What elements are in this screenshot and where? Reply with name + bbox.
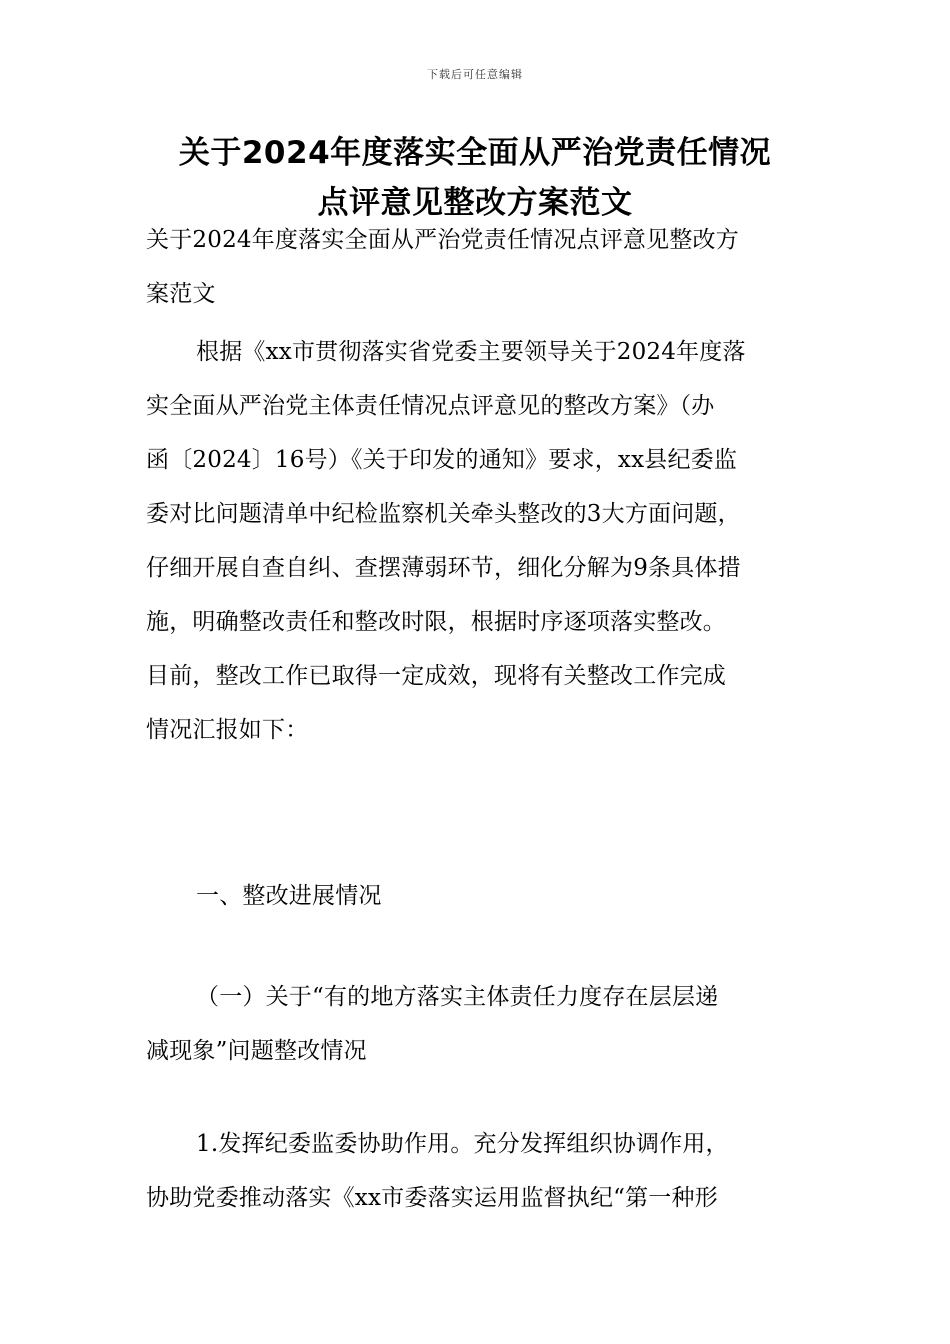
subtitle-paragraph <box>146 213 810 321</box>
item-paragraph <box>146 1117 810 1225</box>
item-line: 协助党委推动落实《xx市委落实运用监督执纪“第一种形 <box>146 1185 718 1211</box>
header-note: 下载后可任意编辑 <box>427 68 523 81</box>
subsection-heading-paragraph <box>146 970 810 1078</box>
intro-line: 函〔2024〕16号）《关于印发的通知》要求，xx县纪委监 <box>146 447 738 473</box>
intro-paragraph <box>146 325 810 757</box>
intro-line: 实全面从严治党主体责任情况点评意见的整改方案》（办 <box>146 393 715 419</box>
intro-line: 根据《xx市贯彻落实省党委主要领导关于2024年度落 <box>196 339 746 365</box>
document-title-line-1: 关于2024年度落实全面从严治党责任情况 <box>178 135 772 171</box>
intro-line: 施，明确整改责任和整改时限，根据时序逐项落实整改。 <box>146 609 726 635</box>
subtitle-line: 关于2024年度落实全面从严治党责任情况点评意见整改方 <box>146 227 739 253</box>
subsection-heading-line: 减现象”问题整改情况 <box>146 1038 367 1064</box>
subsection-heading-line: （一）关于“有的地方落实主体责任力度存在层层递 <box>196 984 719 1010</box>
item-line: 1.发挥纪委监委协助作用。充分发挥组织协调作用， <box>196 1131 729 1157</box>
intro-line: 目前，整改工作已取得一定成效，现将有关整改工作完成 <box>146 663 726 689</box>
intro-line: 委对比问题清单中纪检监察机关牵头整改的3大方面问题， <box>146 501 741 527</box>
section-heading: 一、整改进展情况 <box>196 883 382 909</box>
document-title-line-2: 点评意见整改方案范文 <box>317 185 633 221</box>
intro-line: 仔细开展自查自纠、查摆薄弱环节，细化分解为9条具体措 <box>146 555 741 581</box>
intro-line: 情况汇报如下： <box>146 717 309 743</box>
subtitle-line: 案范文 <box>146 281 216 307</box>
section-heading-paragraph <box>146 869 810 923</box>
